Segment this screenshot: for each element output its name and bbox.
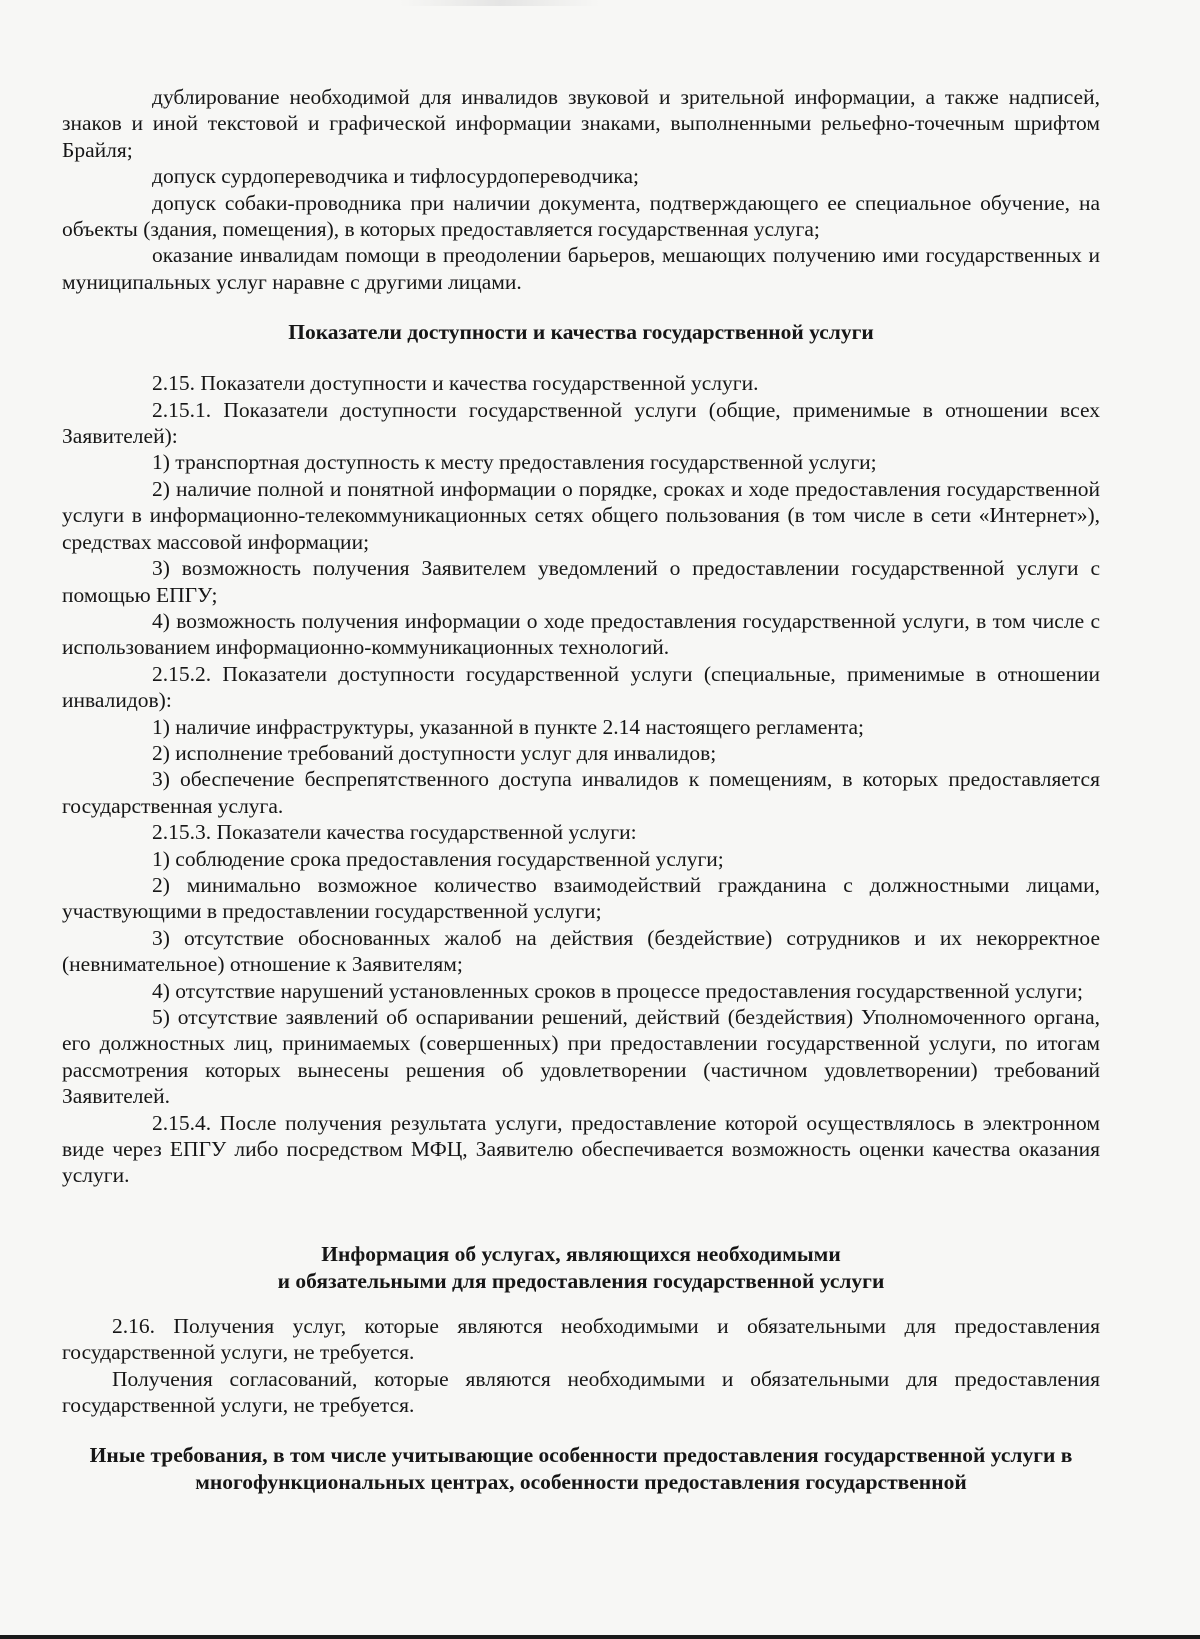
paragraph-braille: дублирование необходимой для инвалидов звуковой и зрительной информации, а также надписей, знаков и иной текстовой и графической информации знаками, выполненными рельефно-точечным шрифтом Брайля; [62, 85, 1100, 162]
paragraph-approvals: Получения согласований, которые являются необходимыми и обязательными для предоставления государственной услуги, не требуется. [62, 1366, 1100, 1418]
heading-line: и обязательными для предоставления государственной услуги [277, 1268, 885, 1293]
list-item: 2) наличие полной и понятной информации о порядке, сроках и ходе предоставления государственной услуги в информационно-телекоммуникационных сетях общего пользования (в том числе в сети «Интернет»), средствах массовой информации; [62, 476, 1100, 554]
paragraph-guide-dog: допуск собаки-проводника при наличии документа, подтверждающего ее специальное обучение, на объекты (здания, помещения), в которых предоставляется государственная услуга; [62, 190, 1100, 242]
list-item: 3) обеспечение беспрепятственного доступа инвалидов к помещениям, в которых предоставляется государственная услуга. [62, 767, 1100, 818]
paragraph-2-15-1: 2.15.1. Показатели доступности государственной услуги (общие, применимые в отношении всех Заявителей): [62, 397, 1100, 449]
list-item: 5) отсутствие заявлений об оспаривании решений, действий (бездействия) Уполномоченного органа, его должностных лиц, принимаемых (совершенных) при предоставлении государственной услуги, по итогам рассмотрения которых вынесены решения об удовлетворении (частичном удовлетворении) требований Заявителей. [62, 1005, 1100, 1109]
paragraph-2-15-3: 2.15.3. Показатели качества государственной услуги: [152, 820, 637, 845]
paragraph-sign-interpreter: допуск сурдопереводчика и тифлосурдопереводчика; [152, 164, 639, 189]
paragraph-2-15-2: 2.15.2. Показатели доступности государственной услуги (специальные, применимые в отношении инвалидов): [62, 661, 1100, 713]
list-item: 1) наличие инфраструктуры, указанной в пункте 2.14 настоящего регламента; [152, 714, 865, 739]
paragraph-barrier-help: оказание инвалидам помощи в преодолении барьеров, мешающих получению ими государственных и муниципальных услуг наравне с другими лицами. [62, 243, 1100, 294]
paragraph-2-15-4: 2.15.4. После получения результата услуги, предоставление которой осуществлялось в электронном виде через ЕПГУ либо посредством МФЦ, Заявителю обеспечивается возможность оценки качества оказания услуги. [62, 1110, 1100, 1188]
list-item: 2) минимально возможное количество взаимодействий гражданина с должностными лицами, участвующими в предоставлении государственной услуги; [62, 872, 1100, 924]
list-item: 3) возможность получения Заявителем уведомлений о предоставлении государственной услуги с помощью ЕПГУ; [62, 556, 1100, 607]
list-item: 1) соблюдение срока предоставления государственной услуги; [152, 846, 724, 871]
list-item: 4) отсутствие нарушений установленных сроков в процессе предоставления государственной услуги; [152, 978, 1083, 1003]
list-item: 2) исполнение требований доступности услуг для инвалидов; [152, 740, 717, 765]
heading-required-services [62, 1241, 1100, 1295]
scan-edge-bottom [0, 1635, 1200, 1639]
heading-line: Информация об услугах, являющихся необходимыми [321, 1241, 841, 1266]
list-item: 1) транспортная доступность к месту предоставления государственной услуги; [152, 450, 877, 475]
paragraph-2-15: 2.15. Показатели доступности и качества государственной услуги. [152, 371, 759, 396]
paragraph-2-16: 2.16. Получения услуг, которые являются необходимыми и обязательными для предоставления государственной услуги, не требуется. [62, 1313, 1100, 1365]
heading-other-requirements: Иные требования, в том числе учитывающие особенности предоставления государственной услуги в многофункциональных центрах, особенности предоставления государственной [89, 1443, 1073, 1495]
heading-accessibility-quality: Показатели доступности и качества государственной услуги [288, 320, 874, 345]
list-item: 3) отсутствие обоснованных жалоб на действия (бездействие) сотрудников и их некорректное (невнимательное) отношение к Заявителям; [62, 925, 1100, 977]
list-item: 4) возможность получения информации о ходе предоставления государственной услуги, в том числе с использованием информационно-коммуникационных технологий. [62, 608, 1100, 660]
